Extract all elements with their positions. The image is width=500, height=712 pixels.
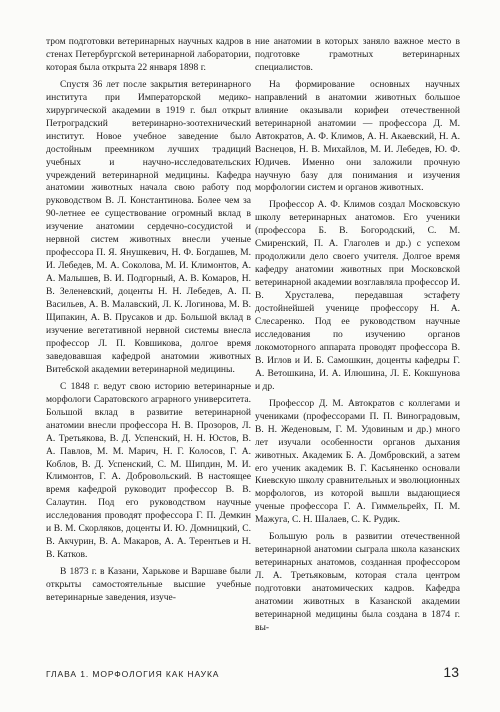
right-column — [255, 36, 460, 635]
paragraph: С 1848 г. ведут свою историю ветеринарные морфологи Саратовского аграрного университета. Большой вклад в развитие ветеринарной анатомии внесли профессора Н. В. Прозоров, Л. А. Третьякова, В. Д. Успенский, Н. Н. Юстов, В. А. Павлов, М. М. Марич, Н. Г. Колосов, Г. А. Коблов, В. Д. Успенский, С. М. Шипдин, М. И. Климонтов, Г. А. Добровольский. В настоящее время кафедрой руководит профессор В. В. Салаутин. Под его руководством научные исследования проводят профессора Г. П. Демкин и В. М. Скорляков, доценты И. Ю. Домницкий, С. В. Акчурин, В. А. Макаров, А. А. Терентьев и Н. В. Катков. — [46, 380, 251, 561]
left-column — [46, 36, 251, 605]
page-number: 13 — [443, 664, 459, 680]
page-footer — [46, 664, 459, 680]
paragraph: тром подготовки ветеринарных научных кадров в стенах Петербургской ветеринарной лаборатории, которая была открыта 22 января 1898 г. — [46, 36, 251, 73]
paragraph: Профессор Д. М. Автократов с коллегами и учениками (профессорами П. П. Виноградовым, В. Н. Жеденовым, Г. М. Удовиным и др.) много лет изучали особенности органов дыхания животных. Академик Б. А. Домбровский, а затем его ученик академик В. Г. Касьяненко основали Киевскую школу сравнительных и эволюционных морфологов, из которой вышли выдающиеся ученые профессора Г. А. Гиммельрейх, П. М. Мажуга, С. Н. Шалаев, С. К. Рудик. — [255, 397, 460, 526]
paragraph: На формирование основных научных направлений в анатомии животных большое влияние оказывали корифеи отечественной ветеринарной анатомии — профессора Д. М. Автократов, А. Ф. Климов, А. Н. Акаевский, Н. А. Васнецов, Н. В. Михайлов, М. И. Лебедев, Ю. Ф. Юдичев. Именно они заложили прочную научную базу для понимания и изучения морфологии систем и органов животных. — [255, 78, 460, 194]
paragraph: Спустя 36 лет после закрытия ветеринарного института при Императорской медико-хирургической академии в 1919 г. был открыт Петроградский ветеринарно-зоотехнический институт. Новое учебное заведение было достойным преемником лучших традиций учебных и научно-исследовательских учреждений ветеринарной медицины. Кафедра анатомии животных начала свою работу под руководством В. Л. Константинова. Более чем за 90-летнее ее существование огромный вклад в изучение анатомии сердечно-сосудистой и нервной систем животных внесли ученые профессора П. Я. Янушкевич, Н. Ф. Богдашев, М. И. Лебедев, М. А. Соколова, М. И. Климонтов, А. А. Малышев, В. И. Подгорный, А. В. Комаров, Н. В. Зеленевский, доценты Н. Н. Лебедев, А. П. Васильев, А. В. Малавский, Л. К. Логинова, М. В. Щипакин, А. В. Прусаков и др. Большой вклад в изучение вегетативной нервной системы внесла профессор Л. П. Ковшикова, долгое время заведовавшая кафедрой анатомии животных Витебской академии ветеринарной медицины. — [46, 78, 251, 375]
paragraph: Профессор А. Ф. Климов создал Московскую школу ветеринарных анатомов. Его ученики (профессора Б. В. Богородский, С. М. Смиренский, П. А. Глаголев и др.) с успехом продолжили дело своего учителя. Долгое время кафедру анатомии животных при Московской ветеринарной академии возглавляла профессор И. В. Хрусталева, передавшая эстафету достойнейшей ученице профессору Н. А. Слесаренко. Под ее руководством научные исследования по изучению органов локомоторного аппарата проводят профессора В. В. Иглов и И. Б. Самошкин, доценты кафедры Г. А. Ветошкина, И. А. Илюшина, Л. Е. Кокшунова и др. — [255, 199, 460, 392]
paragraph: ние анатомии в которых заняло важное место в подготовке грамотных ветеринарных специалистов. — [255, 36, 460, 73]
running-head: ГЛАВА 1. МОРФОЛОГИЯ КАК НАУКА — [46, 669, 220, 679]
paragraph: В 1873 г. в Казани, Харькове и Варшаве были открыты самостоятельные высшие учебные ветеринарные заведения, изуче- — [46, 566, 251, 604]
paragraph: Большую роль в развитии отечественной ветеринарной анатомии сыграла школа казанских ветеринарных анатомов, созданная профессором Л. А. Третьяковым, которая стала центром подготовки анатомических кадров. Кафедра анатомии животных в Казанской академии ветеринарной медицины была создана в 1874 г. вы- — [255, 531, 460, 633]
